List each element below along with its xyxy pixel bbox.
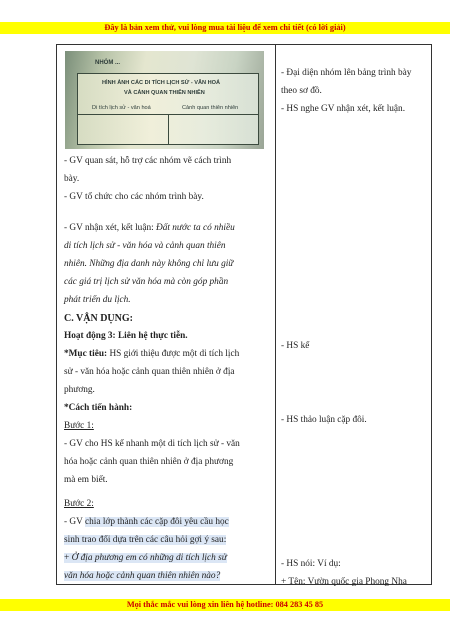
goal-line [64, 346, 239, 364]
text-line: - HS kể [281, 341, 310, 351]
method-heading: *Cách tiến hành: [64, 403, 133, 413]
step1-label: Bước 1: [64, 421, 94, 431]
text-line [64, 514, 229, 532]
text-line: phương. [64, 385, 95, 395]
text-line: + Tên: Vườn quốc gia Phong Nha [281, 577, 407, 587]
section-heading: C. VẬN DỤNG: [64, 313, 133, 324]
s2-highlight: chia lớp thành các cặp đôi yêu cầu học [85, 517, 229, 527]
text-line: theo sơ đồ. [281, 86, 322, 96]
photo-title-line2: VÀ CẢNH QUAN THIÊN NHIÊN [124, 90, 205, 96]
photo-col1: Di tích lịch sử - văn hoá [92, 105, 151, 111]
text-line: mà em biết. [64, 475, 108, 485]
text-line: bày. [64, 174, 80, 184]
goal-text: HS giới thiệu được một di tích lịch [107, 349, 240, 359]
conclusion-italic: Đất nước ta có nhiều [156, 223, 235, 233]
column-divider [275, 45, 276, 584]
text-line: - GV tổ chức cho các nhóm trình bày. [64, 192, 204, 202]
text-line [64, 532, 226, 550]
text-line: di tích lịch sử - văn hóa và cảnh quan thiên [64, 241, 226, 251]
text-line [64, 550, 227, 568]
classroom-board-photo [65, 51, 264, 149]
s2-prefix: - GV [64, 517, 86, 527]
text-line: nhiên. Những địa danh này không chỉ lưu giữ [64, 259, 234, 269]
goal-label: *Mục tiêu: [64, 349, 108, 359]
photo-title-line1: HÌNH ẢNH CÁC DI TÍCH LỊCH SỬ - VĂN HOÁ [102, 80, 221, 86]
text-line: - GV quan sát, hỗ trợ các nhóm vẽ cách trình [64, 156, 232, 166]
step2-label: Bước 2: [64, 499, 94, 509]
text-line: - HS nói: Ví dụ: [281, 559, 341, 569]
text-line [64, 220, 235, 238]
hotline-banner: Mọi thắc mắc vui lòng xin liên hệ hotline: 084 283 45 85 [0, 599, 450, 611]
text-line [64, 568, 220, 586]
text-line: phát triển du lịch. [64, 295, 131, 305]
text-line: - Đại diện nhóm lên bảng trình bày [281, 68, 412, 78]
text-line: - HS nghe GV nhận xét, kết luận. [281, 104, 406, 114]
text-line: - HS thảo luận cặp đôi. [281, 415, 367, 425]
preview-notice-banner: Đây là bản xem thử, vui lòng mua tài liệu để xem chi tiết (có lời giải) [0, 22, 450, 34]
text-line: hóa hoặc cảnh quan thiên nhiên ở địa phương [64, 457, 234, 467]
s2-question: Ở địa phương em có những di tích lịch sử [71, 553, 227, 563]
photo-group-label: NHÓM ... [95, 60, 120, 66]
board-column-rule [168, 114, 169, 144]
s2-plus: + [64, 553, 72, 563]
conclusion-prefix: - GV nhận xét, kết luận: [64, 223, 157, 233]
lesson-table [56, 44, 432, 585]
text-line: sử - văn hóa hoặc cảnh quan thiên nhiên ở địa [64, 367, 235, 377]
photo-col2: Cảnh quan thiên nhiên [182, 105, 239, 111]
s2-question: văn hóa hoặc cảnh quan thiên nhiên nào? [64, 571, 221, 581]
text-line: - GV cho HS kể nhanh một di tích lịch sử - văn [64, 439, 240, 449]
s2-highlight: sinh trao đổi dựa trên các câu hỏi gợi ý sau: [64, 535, 227, 545]
activity-heading: Hoạt động 3: Liên hệ thực tiễn. [64, 331, 188, 341]
text-line: các giá trị lịch sử văn hóa mà còn góp phần [64, 277, 229, 287]
board-diagram [77, 73, 259, 145]
